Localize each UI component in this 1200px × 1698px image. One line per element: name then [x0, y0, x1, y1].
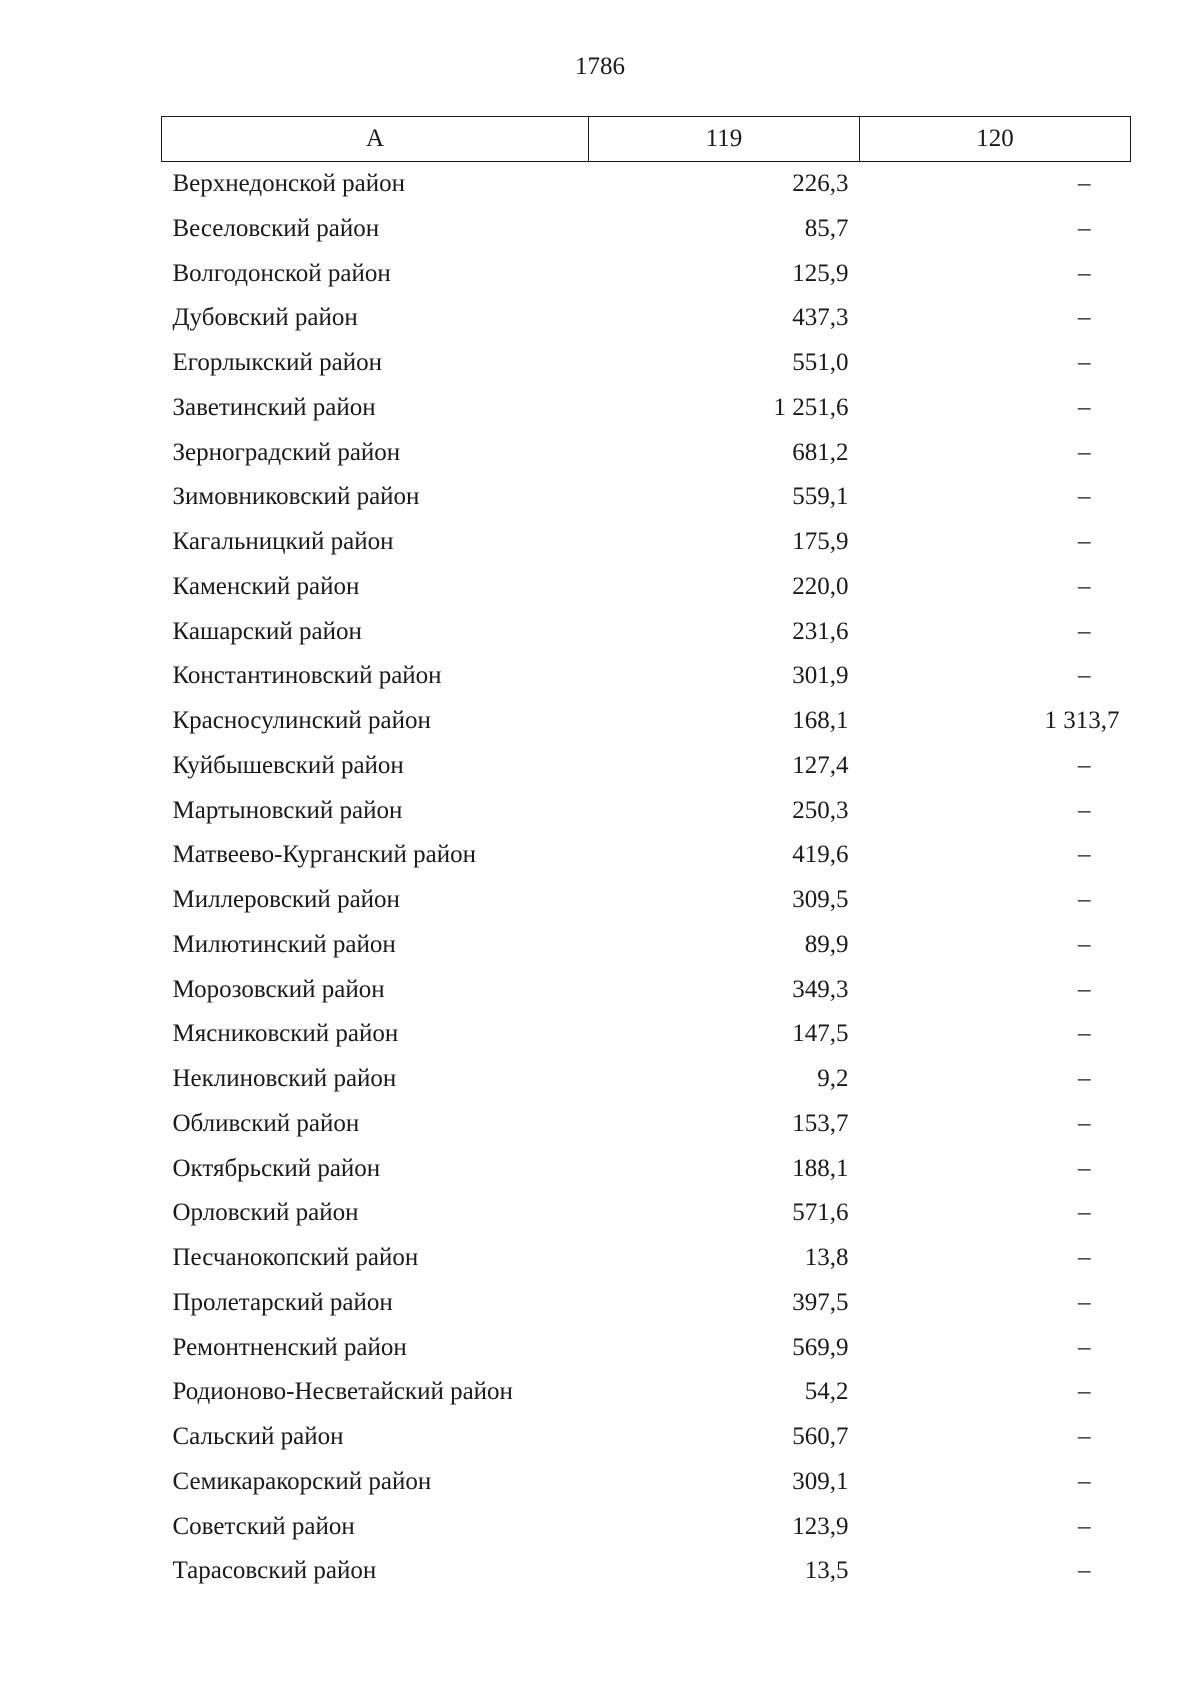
value-119: 89,9 [804, 930, 849, 958]
table-header [162, 117, 1131, 162]
district-name: Неклиновский район [172, 1065, 397, 1092]
table-row [162, 744, 1131, 789]
table-row [162, 968, 1131, 1013]
value-119: 681,2 [792, 438, 849, 466]
value-120: – [1078, 1557, 1091, 1585]
district-name: Миллеровский район [172, 886, 400, 913]
table-body [162, 162, 1131, 1595]
district-name: Зимовниковский район [172, 483, 420, 511]
district-name: Матвеево-Курганский район [172, 841, 477, 869]
value-120: – [1078, 1109, 1091, 1137]
value-120: – [1078, 572, 1091, 600]
district-name: Песчанокопский район [172, 1244, 419, 1271]
district-name: Константиновский район [172, 662, 442, 690]
value-120: – [1078, 1467, 1091, 1495]
table-row [162, 475, 1131, 520]
value-120: – [1078, 796, 1091, 824]
page-number: 1786 [575, 53, 625, 80]
header-row [162, 117, 1131, 162]
district-name: Волгодонской район [172, 259, 391, 287]
district-name: Куйбышевский район [172, 751, 404, 779]
table-row [162, 610, 1131, 655]
table-row [162, 1415, 1131, 1460]
value-120: – [1078, 930, 1091, 958]
value-119: 569,9 [792, 1333, 849, 1361]
district-name: Кагальницкий район [172, 528, 394, 555]
table-row [162, 878, 1131, 923]
data-table [161, 116, 1131, 1594]
value-120: – [1078, 259, 1091, 287]
value-119: 175,9 [792, 528, 849, 555]
district-name: Красносулинский район [172, 707, 431, 734]
header-cell-a: А [162, 117, 589, 162]
value-119: 559,1 [792, 483, 849, 511]
table-row [162, 296, 1131, 341]
value-119: 551,0 [792, 349, 849, 376]
table-row [162, 207, 1131, 252]
table-row [162, 1281, 1131, 1326]
value-119: 168,1 [792, 707, 849, 734]
value-120: – [1078, 214, 1091, 242]
value-119: 560,7 [792, 1423, 849, 1450]
table-row [162, 789, 1131, 834]
table-row [162, 1326, 1131, 1371]
district-name: Семикаракорский район [172, 1467, 432, 1495]
district-name: Ремонтненский район [172, 1333, 407, 1361]
value-120: – [1078, 975, 1091, 1003]
value-119: 123,9 [792, 1512, 849, 1540]
district-name: Мясниковский район [172, 1020, 399, 1048]
value-120: – [1078, 349, 1091, 376]
value-120: – [1078, 393, 1091, 421]
value-120: – [1078, 528, 1091, 555]
value-119: 397,5 [792, 1288, 849, 1316]
value-119: 220,0 [792, 572, 849, 600]
table-row [162, 520, 1131, 565]
value-120: – [1078, 1423, 1091, 1450]
district-name: Морозовский район [172, 975, 385, 1003]
value-120: – [1078, 1244, 1091, 1271]
table-row [162, 1012, 1131, 1057]
district-name: Тарасовский район [172, 1557, 377, 1585]
value-120: – [1078, 1378, 1091, 1406]
value-120: – [1078, 1512, 1091, 1540]
value-120: – [1078, 1065, 1091, 1092]
value-120: – [1078, 1333, 1091, 1361]
value-119: 571,6 [792, 1199, 849, 1227]
value-119: 419,6 [792, 841, 849, 869]
value-119: 153,7 [792, 1109, 849, 1137]
value-119: 125,9 [792, 259, 849, 287]
table-row [162, 252, 1131, 297]
value-119: 301,9 [792, 662, 849, 690]
district-name: Советский район [172, 1512, 355, 1540]
table-row [162, 833, 1131, 878]
value-119: 231,6 [792, 617, 849, 645]
value-120: – [1078, 170, 1091, 197]
value-119: 226,3 [792, 170, 849, 197]
table-row [162, 1057, 1131, 1102]
table-row [162, 565, 1131, 610]
value-119: 349,3 [792, 975, 849, 1003]
value-119: 1 251,6 [773, 393, 849, 421]
table-row [162, 1460, 1131, 1505]
value-120: – [1078, 841, 1091, 869]
value-119: 309,1 [792, 1467, 849, 1495]
district-name: Кашарский район [172, 617, 362, 645]
header-cell-119: 119 [589, 117, 860, 162]
district-name: Мартыновский район [172, 796, 403, 824]
value-119: 437,3 [792, 304, 849, 332]
district-name: Веселовский район [172, 214, 380, 242]
value-120: – [1078, 1288, 1091, 1316]
header-cell-120: 120 [860, 117, 1131, 162]
table-row [162, 1549, 1131, 1594]
district-name: Октябрьский район [172, 1154, 381, 1182]
table-row [162, 1147, 1131, 1192]
value-120: – [1078, 1020, 1091, 1048]
district-name: Каменский район [172, 572, 360, 600]
district-name: Обливский район [172, 1109, 360, 1137]
value-120: – [1078, 304, 1091, 332]
value-119: 9,2 [817, 1065, 849, 1092]
table-row [162, 654, 1131, 699]
value-120: – [1078, 483, 1091, 511]
district-name: Сальский район [172, 1423, 344, 1450]
district-name: Родионово-Несветайский район [172, 1378, 513, 1406]
value-120: – [1078, 1199, 1091, 1227]
table-row [162, 1191, 1131, 1236]
table-row [162, 1505, 1131, 1550]
table-row [162, 1236, 1131, 1281]
value-120: – [1078, 662, 1091, 690]
table-row [162, 699, 1131, 744]
district-name: Пролетарский район [172, 1288, 393, 1316]
value-119: 188,1 [792, 1154, 849, 1182]
table-row [162, 162, 1131, 207]
value-119: 54,2 [804, 1378, 849, 1406]
value-120: 1 313,7 [1044, 707, 1120, 734]
value-120: – [1078, 1154, 1091, 1182]
value-119: 309,5 [792, 886, 849, 913]
value-120: – [1078, 886, 1091, 913]
district-name: Верхнедонской район [172, 170, 405, 197]
district-name: Милютинский район [172, 930, 396, 958]
value-119: 85,7 [804, 214, 849, 242]
value-120: – [1078, 751, 1091, 779]
table-row [162, 341, 1131, 386]
table-row [162, 923, 1131, 968]
district-name: Заветинский район [172, 393, 376, 421]
district-name: Егорлыкский район [172, 349, 382, 376]
value-120: – [1078, 617, 1091, 645]
value-120: – [1078, 438, 1091, 466]
district-name: Дубовский район [172, 304, 358, 332]
district-name: Зерноградский район [172, 438, 401, 466]
table-row [162, 1370, 1131, 1415]
table-row [162, 1102, 1131, 1147]
table-row [162, 386, 1131, 431]
value-119: 13,8 [804, 1244, 849, 1271]
district-name: Орловский район [172, 1199, 359, 1227]
value-119: 147,5 [792, 1020, 849, 1048]
value-119: 250,3 [792, 796, 849, 824]
table-row [162, 431, 1131, 476]
value-119: 13,5 [804, 1557, 849, 1585]
value-119: 127,4 [792, 751, 849, 779]
